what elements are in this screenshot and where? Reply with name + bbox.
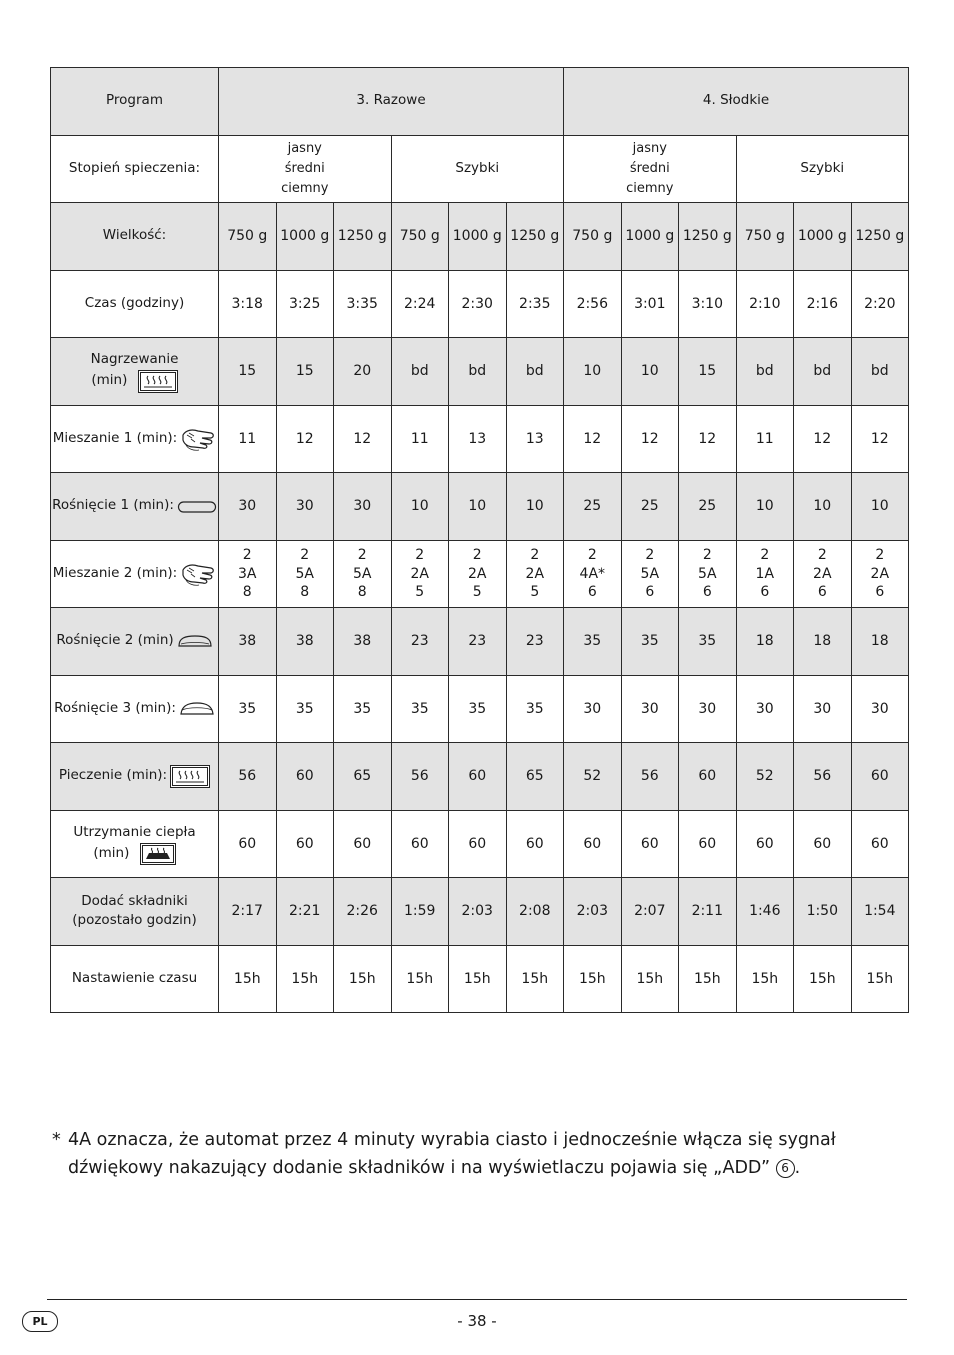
value-cell: 10: [736, 473, 794, 541]
value-line: 2: [875, 547, 885, 564]
value-line: 2: [702, 547, 712, 564]
value-cell: 30: [851, 675, 909, 743]
value-cell: 2:11: [679, 878, 737, 946]
value-cell: 2:03: [449, 878, 507, 946]
value-cell: 15h: [851, 945, 909, 1013]
value-cell: 11: [391, 405, 449, 473]
value-line: 6: [760, 583, 770, 600]
value-cell: 13: [506, 405, 564, 473]
value-line: 2: [357, 547, 367, 564]
value-cell: 60: [679, 810, 737, 878]
value-cell: 2:08: [506, 878, 564, 946]
table-row: [51, 810, 909, 878]
row-label-unit: (min): [93, 844, 130, 861]
value-cell: 65: [334, 743, 392, 811]
value-cell: 10: [506, 473, 564, 541]
program-label: Program: [51, 68, 219, 136]
size-cell: 750 g: [219, 203, 277, 271]
value-line: 5: [472, 583, 482, 600]
value-cell: 60: [449, 810, 507, 878]
value-cell: 15h: [449, 945, 507, 1013]
value-cell: 38: [276, 608, 334, 676]
value-cell: [679, 540, 737, 608]
value-line: 6: [702, 583, 712, 600]
size-row: [51, 203, 909, 271]
value-line: 2A: [525, 565, 545, 582]
value-line: 5: [530, 583, 540, 600]
browning-options-cell: [564, 135, 737, 203]
table-row: [51, 270, 909, 338]
value-line: 2A: [468, 565, 487, 582]
value-cell: [506, 540, 564, 608]
value-line: 2: [760, 547, 770, 564]
kneading-hand-icon: [180, 561, 216, 587]
table-row: [51, 405, 909, 473]
browning-option: Szybki: [391, 135, 564, 203]
size-cell: 1000 g: [621, 203, 679, 271]
value-cell: bd: [449, 338, 507, 406]
dough-rise-mid-icon: [177, 633, 213, 649]
value-cell: [564, 540, 622, 608]
value-cell: 12: [276, 405, 334, 473]
row-label-cell: [51, 743, 219, 811]
value-cell: 35: [276, 675, 334, 743]
page-number: - 38 -: [457, 1312, 497, 1330]
value-cell: 11: [736, 405, 794, 473]
value-cell: 23: [449, 608, 507, 676]
value-cell: 15: [679, 338, 737, 406]
value-cell: 65: [506, 743, 564, 811]
footnote-text: [68, 1126, 912, 1182]
browning-option: Szybki: [736, 135, 909, 203]
value-cell: 2:21: [276, 878, 334, 946]
value-cell: 60: [794, 810, 852, 878]
value-cell: 20: [334, 338, 392, 406]
value-cell: 12: [621, 405, 679, 473]
row-label: Pieczenie (min):: [58, 767, 168, 784]
browning-option: jasny: [287, 140, 322, 156]
footnote: [52, 1126, 912, 1182]
circled-number-icon: 6: [776, 1159, 795, 1178]
table-row: [51, 945, 909, 1013]
value-cell: 3:10: [679, 270, 737, 338]
value-cell: 35: [506, 675, 564, 743]
value-line: 6: [645, 583, 655, 600]
value-cell: 15: [219, 338, 277, 406]
row-label-cell: [51, 945, 219, 1013]
row-label: Nastawienie czasu: [71, 969, 198, 986]
value-cell: 12: [679, 405, 737, 473]
row-label-cell: [51, 270, 219, 338]
language-badge: PL: [22, 1311, 58, 1332]
row-label-unit: (pozostało godzin): [72, 912, 197, 929]
size-cell: 1250 g: [334, 203, 392, 271]
value-line: 8: [357, 583, 367, 600]
value-cell: bd: [391, 338, 449, 406]
value-cell: [334, 540, 392, 608]
value-cell: [736, 540, 794, 608]
footnote-end: .: [794, 1158, 801, 1178]
value-cell: 12: [851, 405, 909, 473]
size-cell: 1250 g: [506, 203, 564, 271]
size-cell: 1000 g: [794, 203, 852, 271]
value-cell: 35: [679, 608, 737, 676]
value-cell: 3:18: [219, 270, 277, 338]
browning-option: jasny: [632, 140, 667, 156]
value-cell: 25: [564, 473, 622, 541]
value-line: 2: [300, 547, 310, 564]
row-label: Mieszanie 2 (min):: [52, 564, 178, 581]
browning-option: ciemny: [281, 180, 329, 196]
value-line: 8: [300, 583, 310, 600]
value-cell: 60: [219, 810, 277, 878]
row-label-unit: (min): [91, 372, 128, 389]
value-cell: 30: [621, 675, 679, 743]
value-cell: bd: [851, 338, 909, 406]
value-line: 3A: [238, 565, 257, 582]
value-cell: 60: [851, 810, 909, 878]
value-cell: 10: [794, 473, 852, 541]
value-line: 5A: [295, 565, 314, 582]
browning-label: Stopień spieczenia:: [51, 135, 219, 203]
value-cell: 60: [679, 743, 737, 811]
table-row: [51, 878, 909, 946]
value-cell: 1:54: [851, 878, 909, 946]
value-cell: 2:56: [564, 270, 622, 338]
value-cell: 35: [449, 675, 507, 743]
value-cell: 18: [794, 608, 852, 676]
value-cell: 18: [736, 608, 794, 676]
value-cell: [449, 540, 507, 608]
value-cell: 23: [391, 608, 449, 676]
browning-option: średni: [284, 160, 325, 176]
table-row: [51, 540, 909, 608]
value-cell: 25: [679, 473, 737, 541]
dough-rise-low-icon: [177, 498, 217, 514]
value-cell: 15: [276, 338, 334, 406]
value-cell: 12: [794, 405, 852, 473]
table-row: [51, 743, 909, 811]
value-cell: 10: [851, 473, 909, 541]
footer-divider: [47, 1299, 907, 1300]
value-cell: 60: [506, 810, 564, 878]
value-cell: 60: [736, 810, 794, 878]
value-cell: 12: [564, 405, 622, 473]
preheat-icon: [138, 370, 178, 393]
value-line: 2: [242, 547, 252, 564]
value-cell: 56: [621, 743, 679, 811]
value-cell: 2:10: [736, 270, 794, 338]
value-cell: 30: [334, 473, 392, 541]
value-cell: 15h: [219, 945, 277, 1013]
row-label-cell: [51, 810, 219, 878]
size-cell: 1250 g: [679, 203, 737, 271]
row-label-cell: [51, 338, 219, 406]
value-cell: 25: [621, 473, 679, 541]
row-label-cell: [51, 878, 219, 946]
value-line: 4A*: [579, 565, 606, 582]
value-cell: 56: [219, 743, 277, 811]
kneading-hand-icon: [180, 426, 216, 452]
value-cell: 10: [449, 473, 507, 541]
value-cell: 15h: [621, 945, 679, 1013]
value-cell: 11: [219, 405, 277, 473]
size-cell: 750 g: [564, 203, 622, 271]
value-cell: 35: [334, 675, 392, 743]
value-cell: 10: [621, 338, 679, 406]
value-cell: 15h: [736, 945, 794, 1013]
value-cell: [621, 540, 679, 608]
value-line: 8: [242, 583, 252, 600]
value-cell: 2:20: [851, 270, 909, 338]
value-line: 2: [587, 547, 597, 564]
value-cell: [851, 540, 909, 608]
value-cell: 38: [219, 608, 277, 676]
value-cell: 15h: [794, 945, 852, 1013]
program-row: [51, 68, 909, 136]
value-cell: 15h: [506, 945, 564, 1013]
value-cell: 15h: [564, 945, 622, 1013]
value-cell: 15h: [276, 945, 334, 1013]
value-cell: 2:17: [219, 878, 277, 946]
value-cell: 35: [391, 675, 449, 743]
value-cell: 15h: [334, 945, 392, 1013]
value-line: 5: [415, 583, 425, 600]
value-line: 2: [817, 547, 827, 564]
table-row: [51, 473, 909, 541]
row-label: Rośnięcie 2 (min): [56, 632, 174, 649]
size-cell: 750 g: [391, 203, 449, 271]
row-label-cell: [51, 405, 219, 473]
baking-programs-table: [50, 67, 909, 1013]
value-line: 2A: [410, 565, 429, 582]
value-cell: 35: [219, 675, 277, 743]
value-cell: 30: [794, 675, 852, 743]
browning-option: średni: [629, 160, 670, 176]
value-cell: 30: [564, 675, 622, 743]
value-cell: bd: [506, 338, 564, 406]
value-cell: 38: [334, 608, 392, 676]
value-cell: 1:50: [794, 878, 852, 946]
value-cell: 3:25: [276, 270, 334, 338]
value-cell: 60: [391, 810, 449, 878]
browning-row: [51, 135, 909, 203]
program-group-header: 4. Słodkie: [564, 68, 909, 136]
value-line: 6: [817, 583, 827, 600]
value-line: 1A: [755, 565, 775, 582]
value-line: 2: [530, 547, 540, 564]
value-cell: 56: [391, 743, 449, 811]
footnote-body: 4A oznacza, że automat przez 4 minuty wyrabia ciasto i jednocześnie włącza się sygnał dźwiękowy nakazujący dodanie składników i na wyświetlaczu pojawia się „ADD”: [68, 1130, 836, 1178]
value-cell: 30: [219, 473, 277, 541]
program-group-header: 3. Razowe: [219, 68, 564, 136]
value-line: 2: [472, 547, 482, 564]
row-label: Nagrzewanie: [90, 350, 179, 367]
value-cell: 52: [736, 743, 794, 811]
table-row: [51, 675, 909, 743]
value-cell: [219, 540, 277, 608]
value-line: 2A: [813, 565, 832, 582]
value-cell: 60: [276, 743, 334, 811]
table-row: [51, 338, 909, 406]
dough-rise-high-icon: [179, 701, 215, 717]
value-cell: 60: [276, 810, 334, 878]
size-cell: 1000 g: [276, 203, 334, 271]
row-label: Mieszanie 1 (min):: [52, 429, 178, 446]
value-line: 2A: [870, 565, 890, 582]
value-cell: 60: [334, 810, 392, 878]
value-cell: 2:07: [621, 878, 679, 946]
value-cell: 18: [851, 608, 909, 676]
row-label: Rośnięcie 3 (min):: [54, 699, 176, 716]
value-cell: 1:59: [391, 878, 449, 946]
value-cell: 30: [736, 675, 794, 743]
value-cell: 60: [621, 810, 679, 878]
value-cell: 30: [276, 473, 334, 541]
value-cell: 2:26: [334, 878, 392, 946]
size-cell: 750 g: [736, 203, 794, 271]
value-cell: 60: [449, 743, 507, 811]
browning-option: ciemny: [626, 180, 674, 196]
value-cell: 60: [564, 810, 622, 878]
value-cell: 10: [564, 338, 622, 406]
value-cell: 1:46: [736, 878, 794, 946]
value-cell: 2:24: [391, 270, 449, 338]
row-label-cell: [51, 473, 219, 541]
row-label-cell: [51, 540, 219, 608]
value-cell: 23: [506, 608, 564, 676]
value-cell: 13: [449, 405, 507, 473]
table-row: [51, 608, 909, 676]
row-label: Dodać składniki: [81, 892, 188, 909]
value-cell: 30: [679, 675, 737, 743]
row-label: Rośnięcie 1 (min):: [52, 497, 174, 514]
value-line: 5A: [353, 565, 372, 582]
value-cell: 10: [391, 473, 449, 541]
value-cell: [794, 540, 852, 608]
value-cell: 15h: [391, 945, 449, 1013]
value-cell: bd: [736, 338, 794, 406]
value-line: 5A: [640, 565, 660, 582]
baking-icon: [170, 765, 210, 788]
row-label: Utrzymanie ciepła: [73, 823, 196, 840]
value-cell: 12: [334, 405, 392, 473]
value-cell: 2:30: [449, 270, 507, 338]
value-cell: 35: [621, 608, 679, 676]
value-cell: 15h: [679, 945, 737, 1013]
value-cell: 2:35: [506, 270, 564, 338]
size-cell: 1000 g: [449, 203, 507, 271]
value-cell: bd: [794, 338, 852, 406]
value-cell: 52: [564, 743, 622, 811]
value-line: 2: [645, 547, 655, 564]
value-cell: [391, 540, 449, 608]
value-cell: 56: [794, 743, 852, 811]
value-line: 6: [875, 583, 885, 600]
row-label-cell: [51, 675, 219, 743]
value-cell: 3:01: [621, 270, 679, 338]
value-cell: 35: [564, 608, 622, 676]
value-line: 2: [415, 547, 425, 564]
value-cell: 60: [851, 743, 909, 811]
row-label-cell: [51, 608, 219, 676]
size-label: Wielkość:: [51, 203, 219, 271]
footnote-star: *: [52, 1130, 61, 1150]
value-cell: [276, 540, 334, 608]
keep-warm-icon: [140, 843, 176, 865]
size-cell: 1250 g: [851, 203, 909, 271]
value-line: 5A: [698, 565, 717, 582]
value-cell: 2:16: [794, 270, 852, 338]
row-label: Czas (godziny): [84, 294, 185, 311]
value-line: 6: [587, 583, 597, 600]
value-cell: 3:35: [334, 270, 392, 338]
browning-options-cell: [219, 135, 392, 203]
value-cell: 2:03: [564, 878, 622, 946]
